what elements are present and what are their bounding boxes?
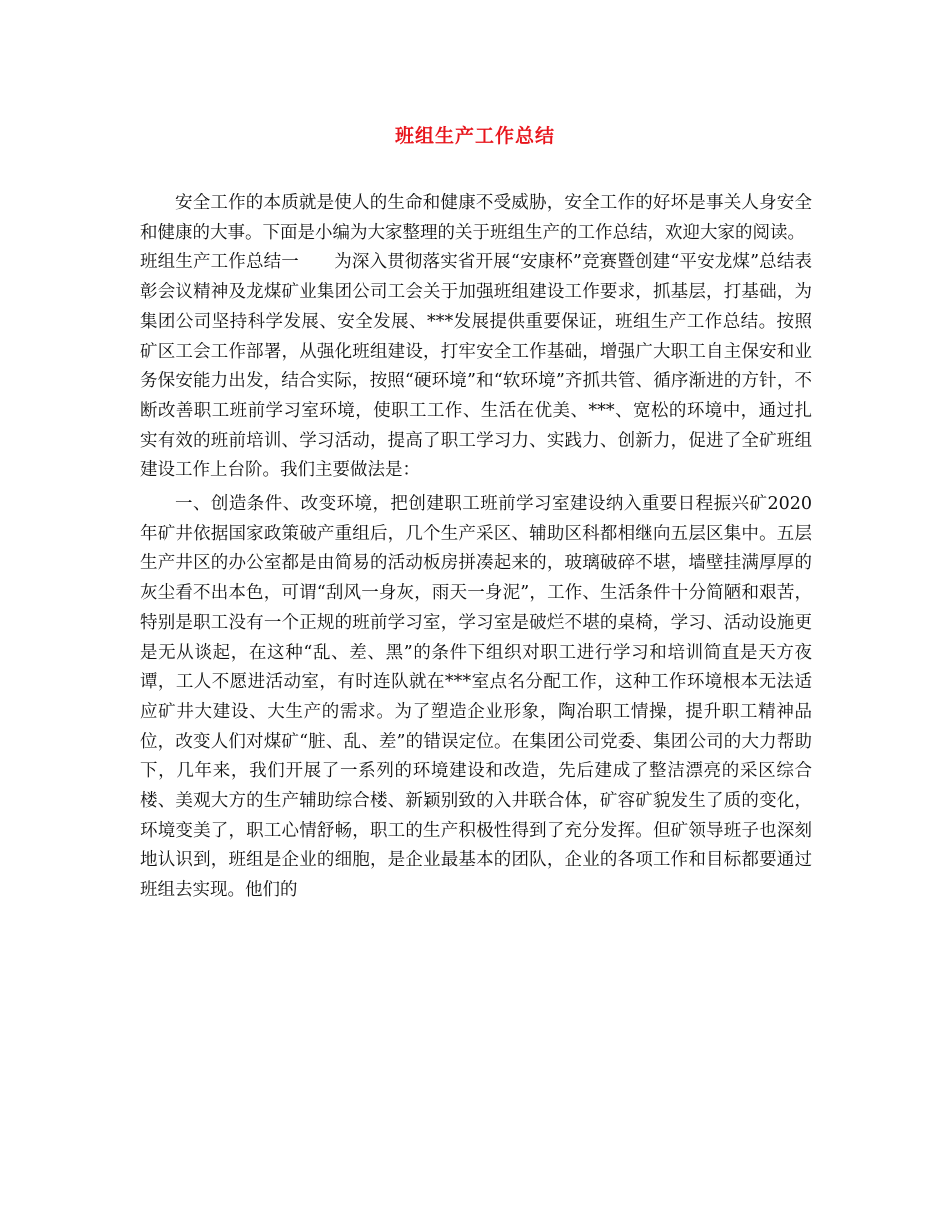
intro-paragraph: 安全工作的本质就是使人的生命和健康不受威胁，安全工作的好坏是事关人身安全和健康的大事。下面是小编为大家整理的关于班组生产的工作总结，欢迎大家的阅读。 (140, 193, 812, 243)
document-title: 班组生产工作总结 (394, 125, 555, 147)
document-body (140, 189, 812, 906)
section-one-paragraph: 一、创造条件、改变环境，把创建职工班前学习室建设纳入重要日程振兴矿2020年矿井依据国家政策破产重组后，几个生产采区、辅助区科都相继向五层区集中。五层生产井区的办公室都是由简易的活动板房拼凑起来的，玻璃破碎不堪，墙壁挂满厚厚的灰尘看不出本色，可谓“刮风一身灰，雨天一身泥”，工作、生活条件十分简陋和艰苦，特别是职工没有一个正规的班前学习室，学习室是破烂不堪的桌椅，学习、活动设施更是无从谈起，在这种“乱、差、黑”的条件下组织对职工进行学习和培训简直是天方夜谭，工人不愿进活动室，有时连队就在***室点名分配工作，这种工作环境根本无法适应矿井大建设、大生产的需求。为了塑造企业形象，陶冶职工情操，提升职工精神品位，改变人们对煤矿“脏、乱、差”的错误定位。在集团公司党委、集团公司的大力帮助下，几年来，我们开展了一系列的环境建设和改造，先后建成了整洁漂亮的采区综合楼、美观大方的生产辅助综合楼、新颖别致的入井联合体，矿容矿貌发生了质的变化，环境变美了，职工心情舒畅，职工的生产积极性得到了充分发挥。但矿领导班子也深刻地认识到，班组是企业的细胞，是企业最基本的团队，企业的各项工作和目标都要通过班组去实现。他们的 (140, 494, 812, 901)
summary-one-paragraph: 班组生产工作总结一 为深入贯彻落实省开展“安康杯”竞赛暨创建“平安龙煤”总结表彰会议精神及龙煤矿业集团公司工会关于加强班组建设工作要求，抓基层，打基础，为集团公司坚持科学发展、安全发展、***发展提供重要保证，班组生产工作总结。按照矿区工会工作部署，从强化班组建设，打牢安全工作基础，增强广大职工自主保安和业务保安能力出发，结合实际，按照“硬环境”和“软环境”齐抓共管、循序渐进的方针，不断改善职工班前学习室环境，使职工工作、生活在优美、***、宽松的环境中，通过扎实有效的班前培训、学习活动，提高了职工学习力、实践力、创新力，促进了全矿班组建设工作上台阶。我们主要做法是： (140, 252, 812, 481)
